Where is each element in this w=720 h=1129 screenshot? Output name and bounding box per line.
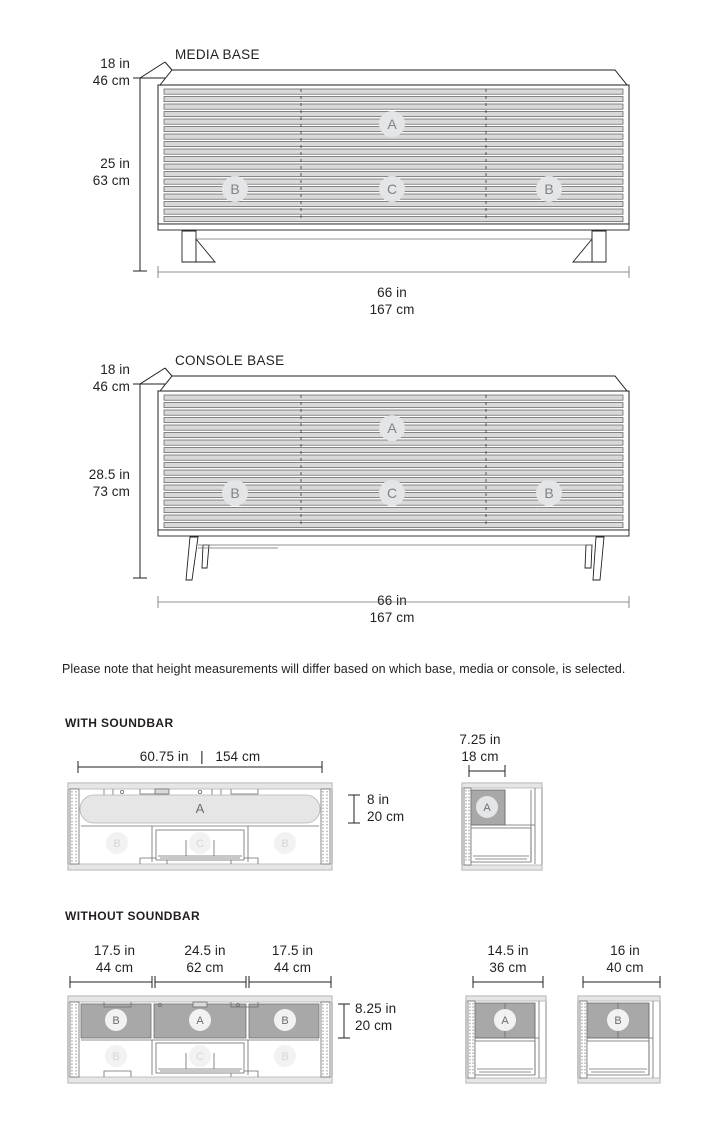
wos-badge-B-left-lower-label: B xyxy=(112,1051,120,1063)
with-soundbar-heading: WITH SOUNDBAR xyxy=(65,716,174,730)
wos-badge-C-label: C xyxy=(196,1051,204,1063)
wos-height-in: 8.25 in xyxy=(355,1001,397,1016)
wos-side-b-cm: 40 cm xyxy=(606,960,644,975)
badge-B-right-label: B xyxy=(544,181,554,197)
console-base-height-in: 28.5 in xyxy=(88,467,130,482)
ws-badge-A-label: A xyxy=(195,801,205,816)
wos-center-in: 24.5 in xyxy=(184,943,226,958)
media-base-height-in: 25 in xyxy=(100,156,130,171)
badge-B-left-label: B xyxy=(230,485,240,501)
console-base-height-cm: 73 cm xyxy=(92,484,130,499)
wos-height-cm: 20 cm xyxy=(355,1018,393,1033)
wos-badge-B-right xyxy=(274,1009,296,1031)
wos-segment-dims xyxy=(70,976,331,988)
wos-badge-B-left-label: B xyxy=(112,1015,120,1027)
console-base-depth-in: 18 in xyxy=(100,362,130,377)
wos-left-cm: 44 cm xyxy=(95,960,134,975)
media-base-depth-cm: 46 cm xyxy=(92,73,130,88)
wos-side-b-dim xyxy=(583,976,660,988)
with-soundbar-width-label: 60.75 in | 154 cm xyxy=(139,749,261,764)
media-base-width-cm: 167 cm xyxy=(369,302,415,317)
wos-side-a-rail xyxy=(468,1001,475,1078)
wos-badge-B-left-lower xyxy=(105,1045,127,1067)
wos-badge-B-right-lower xyxy=(274,1045,296,1067)
wos-right-rail xyxy=(321,1002,330,1077)
wos-side-a-dim xyxy=(473,976,543,988)
wos-side-a-bottom xyxy=(466,1078,546,1083)
media-base-height-cm: 63 cm xyxy=(92,173,130,188)
wos-right-cm: 44 cm xyxy=(273,960,312,975)
wos-badge-C xyxy=(189,1045,211,1067)
media-base-title: MEDIA BASE xyxy=(175,47,260,62)
badge-C-label: C xyxy=(386,181,398,197)
badge-A-label: A xyxy=(387,116,397,132)
wos-side-b-top xyxy=(578,996,660,1001)
with-soundbar-height-cm: 20 cm xyxy=(367,809,405,824)
media-base-depth-in: 18 in xyxy=(100,56,130,71)
wos-side-a-top xyxy=(466,996,546,1001)
console-base-width-in: 66 in xyxy=(377,593,407,608)
console-base-width-cm: 167 cm xyxy=(369,610,415,625)
with-soundbar-side-depth-in: 7.25 in xyxy=(459,732,501,747)
badge-B-left-label: B xyxy=(230,181,240,197)
wos-left-rail xyxy=(70,1002,79,1077)
wos-bottom-panel xyxy=(68,1077,332,1083)
ws-badge-B-right-label: B xyxy=(281,838,289,850)
wos-side-b-rail xyxy=(580,1001,587,1078)
wos-badge-B-right-lower-label: B xyxy=(281,1051,289,1063)
ws-badge-B-left-label: B xyxy=(113,838,121,850)
with-soundbar-side-depth-cm: 18 cm xyxy=(461,749,499,764)
wos-height-dim xyxy=(338,1004,350,1038)
badge-A-label: A xyxy=(387,420,397,436)
wos-center-cm: 62 cm xyxy=(186,960,224,975)
wos-badge-A-label: A xyxy=(196,1015,204,1027)
with-soundbar-height-in: 8 in xyxy=(367,792,390,807)
wos-badge-B-left xyxy=(105,1009,127,1031)
ws-badge-C-label: C xyxy=(196,838,204,850)
wos-side-a-badge xyxy=(494,1009,516,1031)
wos-side-b-bottom xyxy=(578,1078,660,1083)
media-base-width-in: 66 in xyxy=(377,285,407,300)
wos-side-a-in: 14.5 in xyxy=(487,943,529,958)
height-note: Please note that height measurements will differ based on which base, media or console, is selected. xyxy=(62,662,626,676)
wos-side-a-cm: 36 cm xyxy=(489,960,527,975)
console-base-title: CONSOLE BASE xyxy=(175,353,285,368)
wos-top-panel xyxy=(68,996,332,1002)
wos-side-b-in: 16 in xyxy=(610,943,640,958)
wos-side-a-lower xyxy=(475,1041,535,1075)
wos-badge-A xyxy=(189,1009,211,1031)
badge-C-label: C xyxy=(386,485,398,501)
wos-right-in: 17.5 in xyxy=(271,943,314,958)
wos-side-b-badge xyxy=(607,1009,629,1031)
without-soundbar-heading: WITHOUT SOUNDBAR xyxy=(65,909,201,923)
wos-badge-B-right-label: B xyxy=(281,1015,289,1027)
wos-side-b-badge-label: B xyxy=(614,1015,622,1027)
wos-side-b-lower xyxy=(587,1041,649,1075)
ws-side-badge-A-label: A xyxy=(483,802,491,814)
badge-B-right-label: B xyxy=(544,485,554,501)
console-base-depth-cm: 46 cm xyxy=(92,379,130,394)
wos-side-a-badge-label: A xyxy=(501,1015,509,1027)
wos-left-in: 17.5 in xyxy=(93,943,136,958)
